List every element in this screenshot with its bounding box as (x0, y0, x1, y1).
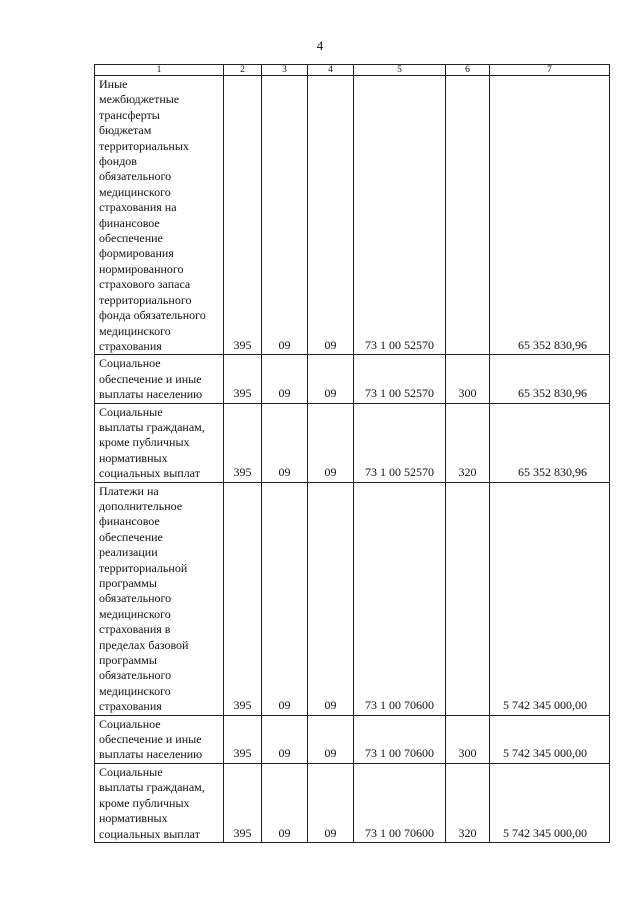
expense-type-cell (446, 76, 490, 355)
target-article-cell: 73 1 00 70600 (354, 482, 446, 715)
row-name-line: финансовое (99, 215, 160, 230)
expense-type-cell: 300 (446, 355, 490, 403)
section-code-cell: 09 (262, 355, 308, 403)
chapter-code-cell: 395 (224, 403, 262, 482)
subsection-code-cell: 09 (308, 403, 354, 482)
row-name-line: Социальные (99, 404, 163, 419)
col-header-2: 2 (224, 65, 262, 76)
budget-table (94, 64, 610, 843)
row-name-line: страхования (99, 338, 162, 353)
section-code-cell: 09 (262, 403, 308, 482)
table-row (95, 763, 610, 842)
table-row (95, 355, 610, 403)
expense-type-cell (446, 482, 490, 715)
chapter-code-cell: 395 (224, 76, 262, 355)
row-name (95, 763, 224, 842)
chapter-code-cell: 395 (224, 482, 262, 715)
row-name-line: выплаты населению (99, 387, 203, 402)
row-name (95, 403, 224, 482)
target-article-cell: 73 1 00 52570 (354, 76, 446, 355)
row-name-line: медицинского (99, 683, 171, 698)
row-name-line: медицинского (99, 323, 171, 338)
table-row (95, 403, 610, 482)
row-name-line: обеспечение (99, 231, 163, 246)
chapter-code-cell: 395 (224, 715, 262, 763)
amount-cell: 65 352 830,96 (490, 403, 610, 482)
row-name-line: Платежи на (99, 483, 159, 498)
column-numbers-row (95, 65, 610, 76)
row-name-line: кроме публичных (99, 795, 190, 810)
col-header-4: 4 (308, 65, 354, 76)
row-name-line: страхования на (99, 200, 177, 215)
page-number: 4 (316, 38, 324, 53)
row-name-line: страхования (99, 699, 162, 714)
row-name-line: нормативных (99, 811, 168, 826)
target-article-cell: 73 1 00 52570 (354, 403, 446, 482)
row-name-line: программы (99, 653, 157, 668)
row-name-line: территориального (99, 292, 192, 307)
row-name-line: Социальное (99, 716, 161, 731)
section-code-cell: 09 (262, 76, 308, 355)
amount-cell: 5 742 345 000,00 (490, 763, 610, 842)
row-name-line: социальных выплат (99, 466, 200, 481)
row-name-line: медицинского (99, 606, 171, 621)
row-name-line: фонда обязательного (99, 308, 206, 323)
section-code-cell: 09 (262, 715, 308, 763)
row-name-line: обеспечение (99, 529, 163, 544)
row-name-line: страхового запаса (99, 277, 191, 292)
chapter-code-cell: 395 (224, 763, 262, 842)
amount-cell: 5 742 345 000,00 (490, 482, 610, 715)
row-name-line: фондов (99, 154, 137, 169)
amount-cell: 65 352 830,96 (490, 355, 610, 403)
table-row (95, 482, 610, 715)
col-header-5: 5 (354, 65, 446, 76)
expense-type-cell: 320 (446, 763, 490, 842)
table-row (95, 76, 610, 355)
row-name-line: программы (99, 576, 157, 590)
col-header-7: 7 (490, 65, 610, 76)
row-name-line: нормативных (99, 450, 168, 465)
subsection-code-cell: 09 (308, 482, 354, 715)
col-header-3: 3 (262, 65, 308, 76)
target-article-cell: 73 1 00 70600 (354, 763, 446, 842)
row-name-line: Социальные (99, 764, 163, 779)
section-code-cell: 09 (262, 763, 308, 842)
row-name-line: обеспечение и иные (99, 732, 202, 747)
row-name (95, 482, 224, 715)
expense-type-cell: 320 (446, 403, 490, 482)
row-name-line: выплаты гражданам, (99, 780, 205, 795)
subsection-code-cell: 09 (308, 76, 354, 355)
row-name-line: Социальное (99, 356, 161, 371)
row-name (95, 355, 224, 403)
row-name-line: кроме публичных (99, 435, 190, 450)
row-name-line: страхования в (99, 622, 171, 637)
row-name-line: нормированного (99, 261, 184, 276)
row-name-line: обязательного (99, 169, 172, 184)
amount-cell: 5 742 345 000,00 (490, 715, 610, 763)
row-name-line: межбюджетные (99, 92, 180, 107)
table-row (95, 715, 610, 763)
row-name-line: пределах базовой (99, 637, 189, 652)
row-name-line: территориальных (99, 138, 189, 153)
row-name-line: бюджетам (99, 123, 152, 138)
row-name-line: обеспечение и иные (99, 371, 202, 386)
row-name-line: социальных выплат (99, 826, 200, 841)
row-name (95, 715, 224, 763)
row-name-line: Иные (99, 77, 128, 91)
col-header-1: 1 (95, 65, 224, 76)
amount-cell: 65 352 830,96 (490, 76, 610, 355)
row-name-line: реализации (99, 545, 158, 560)
row-name (95, 76, 224, 355)
subsection-code-cell: 09 (308, 715, 354, 763)
row-name-line: выплаты населению (99, 747, 203, 762)
expense-type-cell: 300 (446, 715, 490, 763)
row-name-line: финансовое (99, 514, 160, 529)
row-name-line: обязательного (99, 591, 172, 606)
chapter-code-cell: 395 (224, 355, 262, 403)
section-code-cell: 09 (262, 482, 308, 715)
row-name-line: трансферты (99, 107, 160, 122)
row-name-line: обязательного (99, 668, 172, 683)
row-name-line: медицинского (99, 184, 171, 199)
row-name-line: территориальной (99, 560, 188, 575)
subsection-code-cell: 09 (308, 763, 354, 842)
target-article-cell: 73 1 00 52570 (354, 355, 446, 403)
row-name-line: выплаты гражданам, (99, 419, 205, 434)
col-header-6: 6 (446, 65, 490, 76)
target-article-cell: 73 1 00 70600 (354, 715, 446, 763)
subsection-code-cell: 09 (308, 355, 354, 403)
row-name-line: дополнительное (99, 498, 183, 513)
row-name-line: формирования (99, 246, 174, 261)
